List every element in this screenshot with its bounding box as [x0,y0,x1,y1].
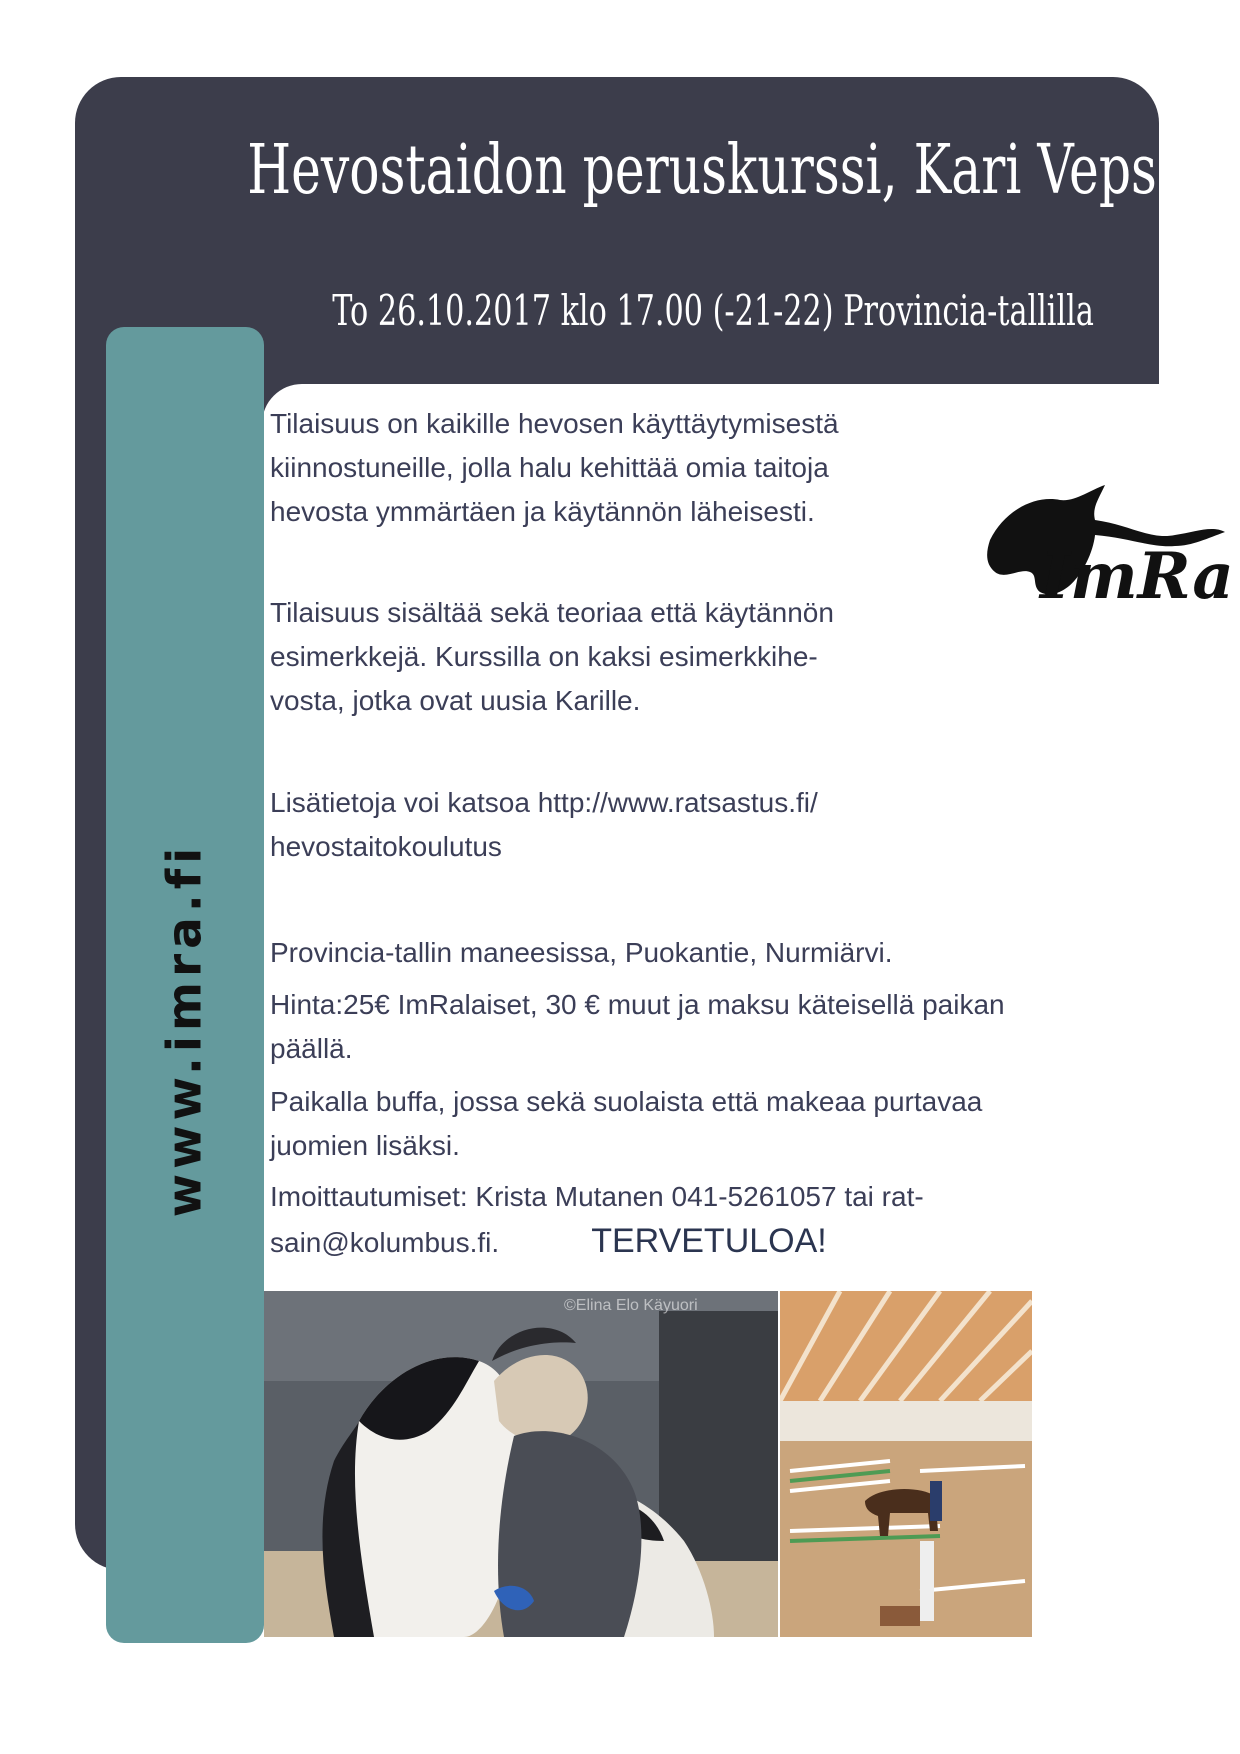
price-text: Hinta:25€ ImRalaiset, 30 € muut ja maksu käteisellä paikan päällä. [270,989,1005,1064]
imra-logo [980,480,1230,630]
event-date: To 26.10.2017 klo 17.00 (-21-22) Provincia-tallilla [332,286,1094,335]
paragraph-content: Tilaisuus sisältää sekä teoriaa että käytännön esimerkkejä. Kurssilla on kaksi esimerkkihe- vosta, jotka ovat uusia Karille. [270,597,834,716]
registration-text: Imoittautumiset: Krista Mutanen 041-5261057 tai rat- sain@kolumbus.fi. TERVETULOA! [270,1181,924,1260]
svg-text:ImRa: ImRa [1040,539,1230,614]
photo-riding-arena [780,1291,1032,1637]
photo-trainer-with-horse [264,1291,778,1637]
page-title: Hevostaidon peruskurssi, Kari Vepsä [247,131,1187,210]
welcome-text: TERVETULOA! [591,1222,827,1260]
location-text: Provincia-tallin maneesissa, Puokantie, Nurmiärvi. [270,937,893,968]
buffet-text: Paikalla buffa, jossa sekä suolaista että makeaa purtavaa juomien lisäksi. [270,1086,983,1161]
photo-watermark: ©Elina Elo Käyuori [564,1297,698,1314]
horse-head-icon [980,480,1230,630]
website-label: www.imra.fi [157,842,213,1218]
paragraph-more-info: Lisätietoja voi katsoa http://www.ratsastus.fi/ hevostaitokoulutus [270,787,818,862]
paragraph-intro: Tilaisuus on kaikille hevosen käyttäytymisestä kiinnostuneille, jolla halu kehittää omia taitoja hevosta ymmärtäen ja käytännön läheisesti. [270,408,839,527]
